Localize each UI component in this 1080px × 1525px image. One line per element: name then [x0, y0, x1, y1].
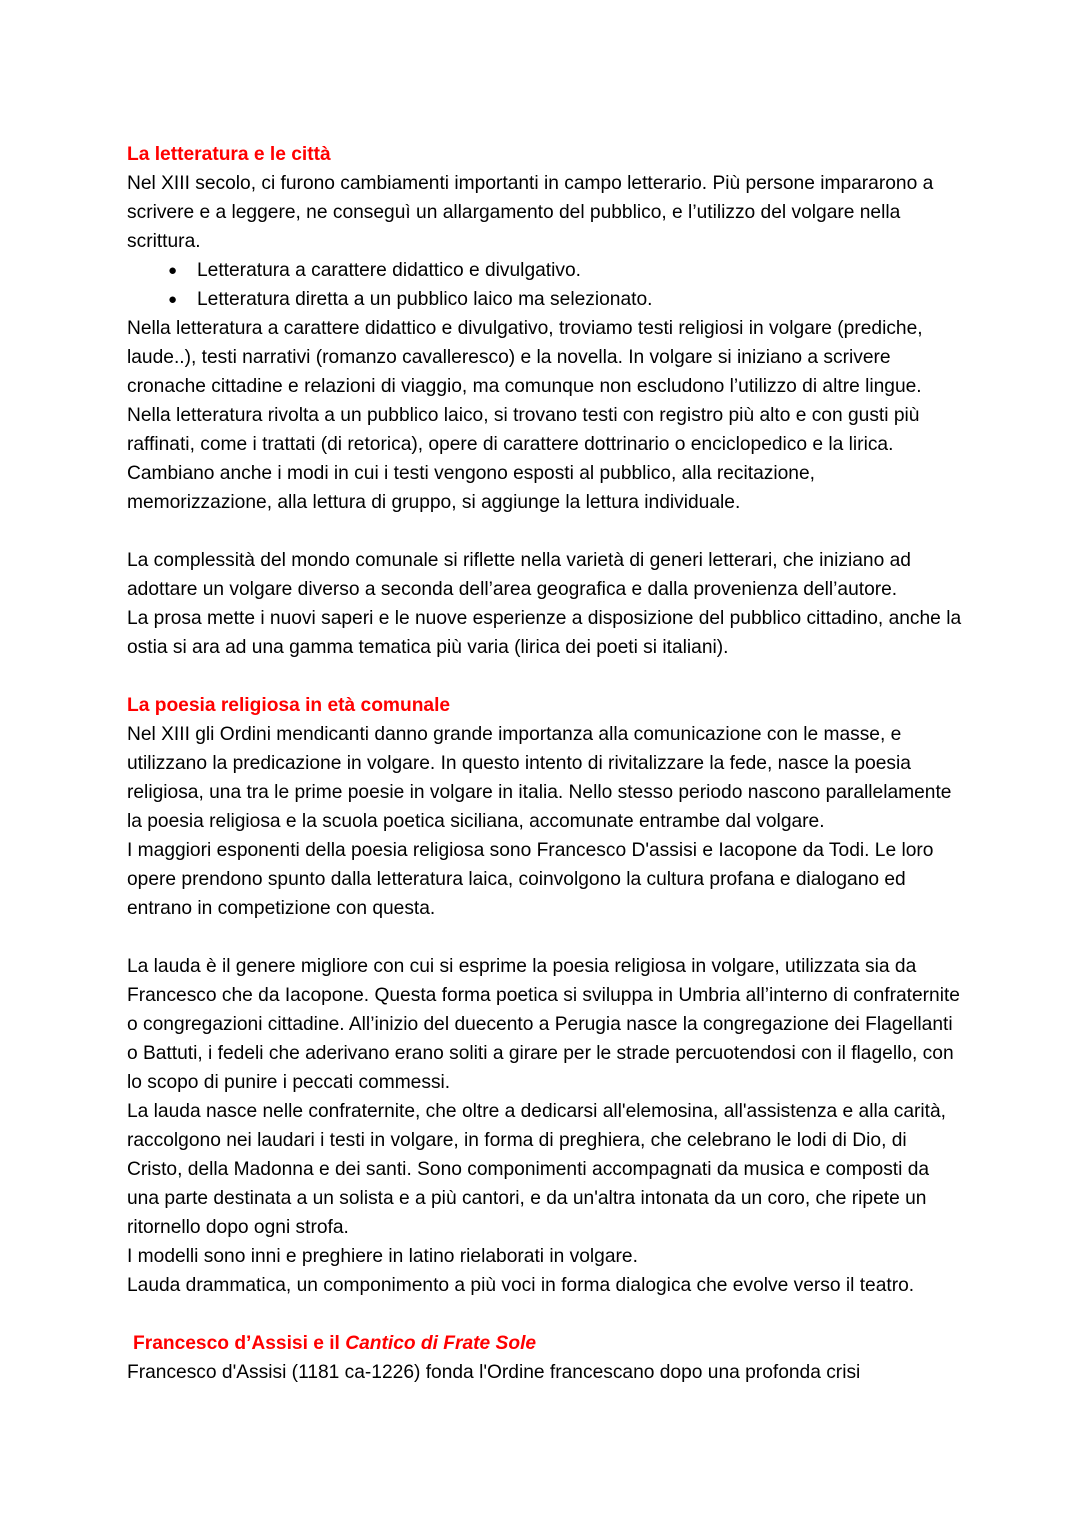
section-heading-francesco-assisi	[127, 1329, 962, 1358]
bullet-dot-icon: ●	[168, 262, 178, 279]
paragraph-letteratura-laica: Nella letteratura rivolta a un pubblico laico, si trovano testi con registro più alto e con gusti più raffinati, come i trattati (di retorica), opere di carattere dottrinario o enciclopedico e la lirica.	[127, 405, 920, 455]
paragraph-francesco-assisi-biografia: Francesco d'Assisi (1181 ca-1226) fonda l'Ordine francescano dopo una profonda crisi	[127, 1362, 861, 1383]
list-item-label: Letteratura a carattere didattico e divulgativo.	[197, 260, 581, 281]
section-letteratura-e-citta	[127, 140, 962, 662]
section-spacer	[127, 1300, 962, 1329]
paragraph-spacer	[127, 517, 962, 546]
bullet-list-tipi-letteratura	[127, 256, 962, 314]
paragraph-lauda-confraternite: La lauda nasce nelle confraternite, che oltre a dedicarsi all'elemosina, all'assistenza e alla carità, raccolgono nei laudari i testi in volgare, in forma di preghiera, che celebrano le lodi di Dio, di Cristo, della Madonna e dei santi. Sono componimenti accompagnati da musica e composti da una parte destinata a un solista e a più cantori, e da un'altra intonata da un coro, che ripete un ritornello dopo ogni strofa.	[127, 1101, 946, 1238]
list-item	[127, 285, 962, 314]
paragraph-modi-esposizione: Cambiano anche i modi in cui i testi vengono esposti al pubblico, alla recitazione, memorizzazione, alla lettura di gruppo, si aggiunge la lettura individuale.	[127, 463, 815, 513]
document-body	[127, 140, 962, 1387]
paragraph-spacer	[127, 923, 962, 952]
paragraph-la-lauda-genere: La lauda è il genere migliore con cui si esprime la poesia religiosa in volgare, utilizzata sia da Francesco che da Iacopone. Questa forma poetica si sviluppa in Umbria all’interno di confraternite o congregazioni cittadine. All’inizio del duecento a Perugia nasce la congregazione dei Flagellanti o Battuti, i fedeli che aderivano erano soliti a girare per le strade percuotendosi con il flagello, con lo scopo di punire i peccati commessi.	[127, 956, 960, 1093]
bullet-dot-icon: ●	[168, 291, 178, 308]
list-item-label: Letteratura diretta a un pubblico laico ma selezionato.	[197, 289, 653, 310]
section-heading-letteratura-e-citta: La letteratura e le città	[127, 144, 331, 165]
section-francesco-assisi	[127, 1329, 962, 1387]
section-heading-text-plain: Francesco d’Assisi e il	[133, 1333, 346, 1354]
section-heading-work-title: Cantico di Frate Sole	[345, 1333, 537, 1354]
paragraph-maggiori-esponenti: I maggiori esponenti della poesia religiosa sono Francesco D'assisi e Iacopone da Todi. Le loro opere prendono spunto dalla letteratura laica, coinvolgono la cultura profana e dialogano ed entrano in competizione con questa.	[127, 840, 934, 919]
section-spacer	[127, 662, 962, 691]
paragraph-ordini-mendicanti: Nel XIII gli Ordini mendicanti danno grande importanza alla comunicazione con le masse, e utilizzano la predicazione in volgare. In questo intento di rivitalizzare la fede, nasce la poesia religiosa, una tra le prime poesie in volgare in italia. Nello stesso periodo nascono parallelamente la poesia religiosa e la scuola poetica siciliana, accomunate entrambe dal volgare.	[127, 724, 952, 832]
paragraph-nel-xiii-secolo: Nel XIII secolo, ci furono cambiamenti importanti in campo letterario. Più persone impararono a scrivere e a leggere, ne conseguì un allargamento del pubblico, e l’utilizzo del volgare nella scrittura.	[127, 173, 934, 252]
paragraph-modelli-inni: I modelli sono inni e preghiere in latino rielaborati in volgare.	[127, 1246, 638, 1267]
section-poesia-religiosa	[127, 691, 962, 1300]
paragraph-letteratura-didattica: Nella letteratura a carattere didattico e divulgativo, troviamo testi religiosi in volgare (prediche, laude..), testi narrativi (romanzo cavalleresco) e la novella. In volgare si iniziano a scrivere cronache cittadine e relazioni di viaggio, ma comunque non escludono l’utilizzo di altre lingue.	[127, 318, 923, 397]
paragraph-la-prosa: La prosa mette i nuovi saperi e le nuove esperienze a disposizione del pubblico cittadino, anche la ostia si ara ad una gamma tematica più varia (lirica dei poeti si italiani).	[127, 608, 962, 658]
paragraph-lauda-drammatica: Lauda drammatica, un componimento a più voci in forma dialogica che evolve verso il teatro.	[127, 1275, 915, 1296]
section-heading-poesia-religiosa: La poesia religiosa in età comunale	[127, 695, 451, 716]
paragraph-complessita-mondo-comunale: La complessità del mondo comunale si riflette nella varietà di generi letterari, che iniziano ad adottare un volgare diverso a seconda dell’area geografica e dalla provenienza dell’autore.	[127, 550, 911, 600]
list-item	[127, 256, 962, 285]
